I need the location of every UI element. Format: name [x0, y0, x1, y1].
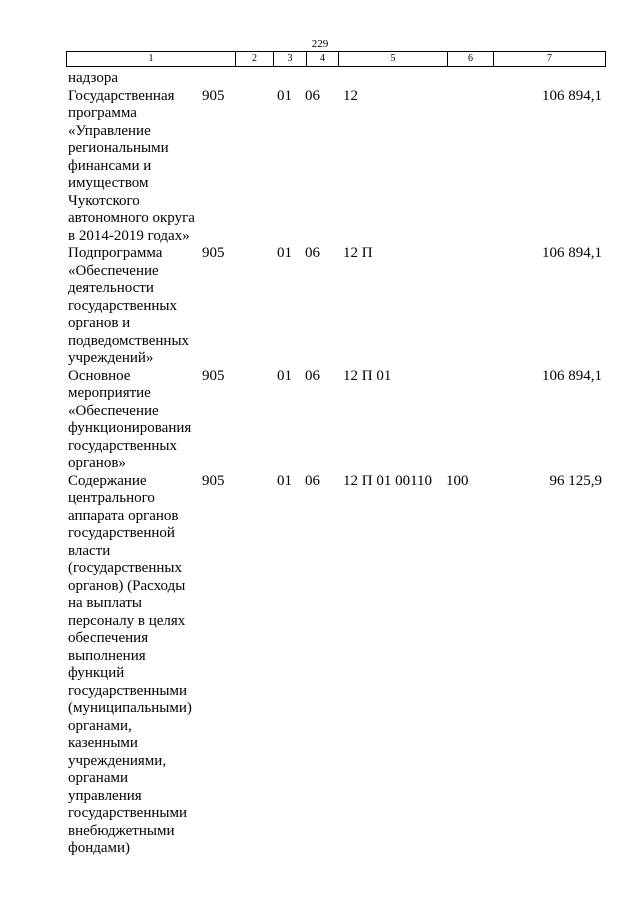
header-col-6: 6: [448, 52, 494, 67]
admin-code: 905: [202, 87, 225, 104]
row-name-line: Подпрограмма: [68, 245, 163, 261]
row-name-line: «Обеспечение: [68, 262, 159, 279]
header-col-3: 3: [274, 52, 307, 67]
row-name-line: «Обеспечение: [68, 402, 159, 419]
row-name-line: органов»: [68, 455, 126, 471]
row-name-line: финансами и: [68, 157, 152, 174]
header-col-5: 5: [339, 52, 448, 67]
row-name-line: на выплаты: [68, 595, 143, 611]
row-name-line: деятельности: [68, 280, 154, 296]
row-name-line: региональными: [68, 140, 169, 156]
section-code: 01: [277, 367, 292, 384]
row-name-line: Основное: [68, 367, 131, 384]
row-name-line: персоналу в целях: [68, 612, 186, 629]
row-name-line: программа: [68, 105, 137, 121]
section-code: 01: [277, 245, 292, 261]
row-name-line: органами,: [68, 717, 132, 734]
row-name-line: имуществом: [68, 175, 149, 191]
row-name-line: органов и: [68, 315, 131, 331]
row-name: [68, 70, 203, 88]
row-name-line: государственной: [68, 525, 175, 541]
row-name-line: центрального: [68, 490, 155, 506]
row-name: [68, 88, 203, 246]
budget-table-body: [0, 70, 640, 858]
row-name-line: государственных: [68, 437, 177, 454]
table-row: [0, 245, 640, 368]
page-number: 229: [311, 38, 329, 50]
amount: 96 125,9: [549, 472, 602, 489]
row-name-line: «Управление: [68, 122, 151, 139]
row-name-line: Содержание: [68, 472, 147, 489]
header-col-2: 2: [236, 52, 274, 67]
subsection-code: 06: [305, 472, 320, 489]
row-name-line: государственными: [68, 805, 187, 821]
subsection-code: 06: [305, 367, 320, 384]
row-name: [68, 245, 203, 368]
table-row: [0, 70, 640, 88]
row-name-line: (государственных: [68, 560, 182, 576]
admin-code: 905: [202, 245, 225, 261]
row-name: [68, 368, 203, 473]
header-col-4: 4: [307, 52, 339, 67]
row-name-line: учреждениями,: [68, 752, 167, 769]
row-name-line: функционирования: [68, 420, 192, 436]
row-name-line: функций: [68, 665, 125, 681]
row-name-line: автономного округа: [68, 210, 195, 226]
row-name: [68, 473, 203, 858]
row-name-line: (муниципальными): [68, 700, 192, 716]
subsection-code: 06: [305, 245, 320, 261]
column-number-header: [66, 51, 606, 67]
row-name-line: государственными: [68, 682, 187, 699]
target-article-code: 12: [343, 87, 358, 104]
row-name-line: обеспечения: [68, 630, 149, 646]
admin-code: 905: [202, 367, 225, 384]
row-name-line: внебюджетными: [68, 822, 175, 839]
subsection-code: 06: [305, 87, 320, 104]
row-name-line: органами: [68, 770, 129, 786]
row-name-line: управления: [68, 787, 142, 804]
row-name-line: фондами): [68, 840, 131, 856]
row-name-line: надзора: [68, 70, 118, 86]
section-code: 01: [277, 472, 292, 489]
header-col-1: 1: [67, 52, 236, 67]
table-row: [0, 473, 640, 858]
row-name-line: мероприятие: [68, 385, 151, 401]
section-code: 01: [277, 87, 292, 104]
row-name-line: казенными: [68, 735, 138, 751]
row-name-line: органов) (Расходы: [68, 577, 186, 594]
target-article-code: 12 П 01 00110: [343, 472, 433, 489]
expense-type-code: 100: [446, 472, 469, 489]
header-col-7: 7: [494, 52, 606, 67]
table-row: [0, 368, 640, 473]
header-row: [67, 52, 606, 67]
row-name-line: власти: [68, 542, 111, 559]
table-row: [0, 88, 640, 246]
row-name-line: государственных: [68, 297, 177, 314]
row-name-line: подведомственных: [68, 332, 190, 349]
admin-code: 905: [202, 472, 225, 489]
amount: 106 894,1: [542, 245, 602, 261]
target-article-code: 12 П 01: [343, 367, 392, 384]
row-name-line: Чукотского: [68, 192, 140, 209]
row-name-line: Государственная: [68, 87, 175, 104]
row-name-line: в 2014-2019 годах»: [68, 227, 190, 244]
row-name-line: аппарата органов: [68, 507, 179, 524]
amount: 106 894,1: [542, 87, 602, 104]
row-name-line: выполнения: [68, 647, 146, 664]
row-name-line: учреждений»: [68, 350, 154, 366]
target-article-code: 12 П: [343, 245, 373, 261]
amount: 106 894,1: [542, 367, 602, 384]
